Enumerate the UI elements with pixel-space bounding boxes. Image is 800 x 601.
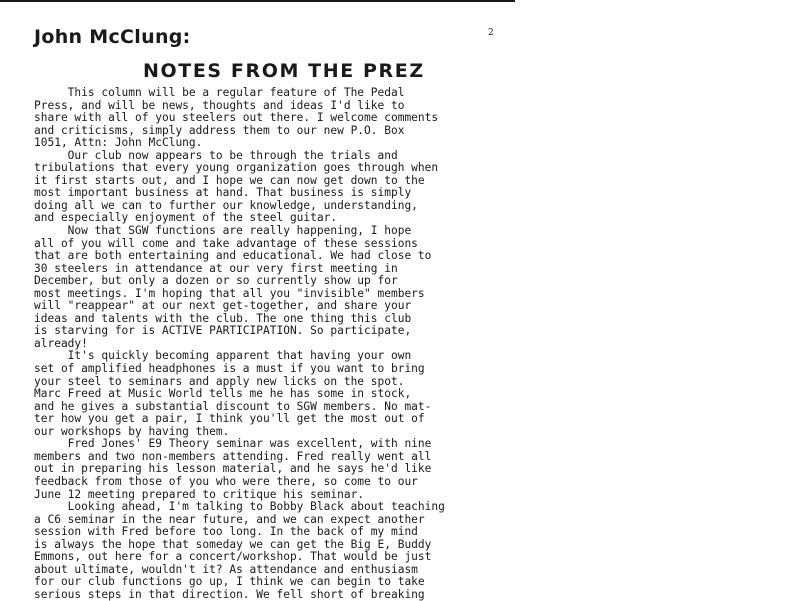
text-line: most important business at hand. That business is simply [34,186,412,200]
text-line: is starving for is ACTIVE PARTICIPATION. So participate, [34,324,412,338]
text-line: It's quickly becoming apparent that having your own [34,349,412,363]
text-line: 30 steelers in attendance at our very first meeting in [34,261,398,275]
text-line: tribulations that every young organization goes through when [34,161,439,175]
text-line: most meetings. I'm hoping that all you "invisible" members [34,286,425,300]
text-line: a C6 seminar in the near future, and we can expect another [34,512,425,526]
text-line: set of amplified headphones is a must if you want to bring [34,362,425,376]
text-line: Emmons, out here for a concert/workshop. That would be just [34,550,432,564]
text-line: already! [34,336,88,350]
text-line: session with Fred before too long. In the back of my mind [34,525,418,539]
text-line: and criticisms, simply address them to our new P.O. Box [34,123,405,137]
text-line: ideas and talents with the club. The one thing this club [34,311,412,325]
text-line: for our club functions go up, I think we can begin to take [34,575,425,589]
text-line: is always the hope that someday we can get the Big E, Buddy [34,537,432,551]
text-line: our workshops by having them. [34,424,230,438]
text-line: December, but only a dozen or so currently show up for [34,274,398,288]
text-line: serious steps in that direction. We fell short of breaking [34,587,425,601]
text-line: 1051, Attn: John McClung. [34,136,203,150]
page-number: 2 [488,28,494,38]
text-line: will "reappear" at our next get-together, and share your [34,299,412,313]
author-byline: John McClung: [34,26,191,48]
text-line: members and two non-members attending. Fred really went all [34,449,432,463]
top-rule [0,0,515,2]
text-line: Our club now appears to be through the trials and [34,148,398,162]
text-line: doing all we can to further our knowledge, understanding, [34,198,418,212]
text-line: ter how you get a pair, I think you'll get the most out of [34,412,425,426]
text-line: feedback from those of you who were there, so come to our [34,474,418,488]
text-line: your steel to seminars and apply new licks on the spot. [34,374,405,388]
text-line: all of you will come and take advantage of these sessions [34,236,418,250]
text-line: June 12 meeting prepared to critique his seminar. [34,487,365,501]
text-line: out in preparing his lesson material, and he says he'd like [34,462,432,476]
text-line: that are both entertaining and educational. We had close to [34,249,432,263]
text-line: Fred Jones' E9 Theory seminar was excellent, with nine [34,437,432,451]
text-line: Looking ahead, I'm talking to Bobby Black about teaching [34,500,445,514]
text-line: Press, and will be news, thoughts and ideas I'd like to [34,98,405,112]
text-line: it first starts out, and I hope we can now get down to the [34,173,425,187]
text-line: This column will be a regular feature of The Pedal [34,86,405,99]
article-body [34,87,514,601]
text-line: Now that SGW functions are really happening, I hope [34,224,412,238]
text-line: and he gives a substantial discount to SGW members. No mat- [34,399,432,413]
text-line: about ultimate, wouldn't it? As attendance and enthusiasm [34,562,418,576]
text-line: share with all of you steelers out there. I welcome comments [34,111,439,125]
column-headline: NOTES FROM THE PREZ [143,60,425,82]
text-line: and especially enjoyment of the steel guitar. [34,211,338,225]
text-line: Marc Freed at Music World tells me he has some in stock, [34,387,412,401]
